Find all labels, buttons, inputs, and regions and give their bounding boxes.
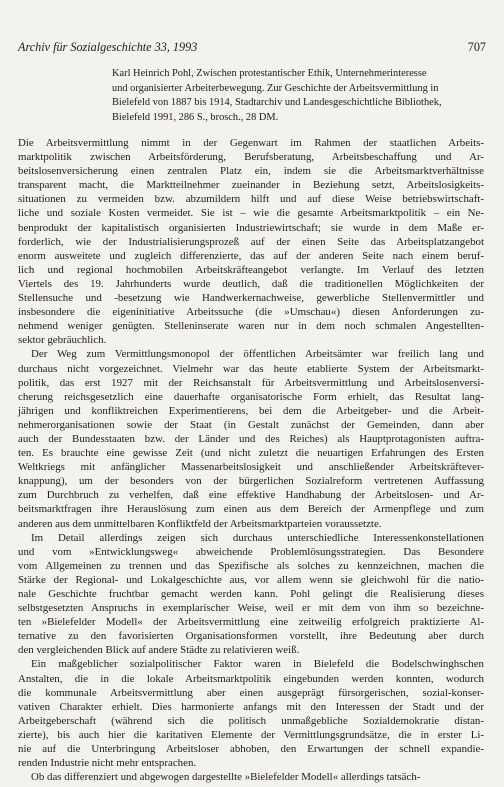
text-line: transparent macht, die Marktteilnehmer zueinander in Beziehung setzt, Arbeitslosigkeits- xyxy=(18,179,484,192)
text-line: Die Arbeitsvermittlung nimmt in der Gegenwart im Rahmen der staatlichen Arbeits- xyxy=(18,137,484,149)
paragraph xyxy=(18,531,484,658)
text-line: nale Geschichte fruchtbar gemacht werden kann. Pohl gelingt die Realisierung dieses xyxy=(18,588,484,600)
text-line: nehmend weniger genügten. Stelleninserate waren nur in dem noch schmalen Angestellten- xyxy=(18,320,484,333)
text-line: Im Detail allerdings zeigen sich durchaus unterschiedliche Interessenkonstellationen xyxy=(31,531,484,544)
running-title: Archiv für Sozialgeschichte 33, 1993 xyxy=(18,40,198,54)
text-line: nie auf die Unterbringung Arbeitsloser abhoben, den Erwartungen der schnell expandie- xyxy=(18,743,484,756)
review-bibliographic-reference xyxy=(112,67,484,125)
text-line: nehmerorganisationen sowie der Staat (in Gestalt zunächst der Gemeinden, dann aber xyxy=(18,418,484,431)
text-line: beitslosenversicherung einen zentralen Platz ein, indem sie die Arbeitsmarktverhältnisse xyxy=(18,165,484,178)
text-line: beitsmarktfragen ihre Herauslösung zum einen aus dem Bereich der Armenpflege und zum xyxy=(18,503,484,516)
text-line: politik, das erst 1927 mit der Reichsanstalt für Arbeitsvermittlung und Arbeitslosenversi- xyxy=(18,376,484,389)
text-line: cherung reichsgesetzlich eine dauerhafte organisatorische Form erhielt, das Resultat lang- xyxy=(18,390,484,403)
paragraph xyxy=(18,347,484,530)
text-line: durchaus nicht vorgezeichnet. Vielmehr war das heute etablierte System der Arbeitsmarkt- xyxy=(18,362,484,375)
text-line: und vom »Entwicklungsweg« abweichende Problemlösungsstrategien. Das Besondere xyxy=(18,545,484,558)
text-line: jährigen und konfliktreichen Experimentierens, bei dem die Arbeitgeber- und die Arbeit- xyxy=(18,404,484,417)
text-line: vativen Charakter erhielt. Dies harmonierte anfangs mit den Interessen der Stadt und der xyxy=(18,700,484,713)
text-line: ternative zu den favorisierten Organisationsformen vorstellt, ihre Bedeutung aber durch xyxy=(18,630,484,643)
text-line: liche und soziale Kosten vermeidet. Sie ist – wie die gesamte Arbeitsmarktpolitik – ein Ne- xyxy=(18,207,484,220)
text-line: die kommunale Arbeitsvermittlung aber einen ausgeprägt fürsorgerischen, sozial-konser- xyxy=(18,686,484,699)
text-line: situationen zu vermeiden bzw. abzumildern hilft und auf diese Weise betriebswirtschaft- xyxy=(18,193,484,206)
text-line: lich und regional hochmobilen Arbeitskräfteangebot verlangte. Im Verlauf des letzten xyxy=(18,263,484,276)
review-body xyxy=(18,136,484,784)
text-line: Stärke der Regional- und Lokalgeschichte aus, vor allem wenn sie gleichwohl für die natio- xyxy=(18,573,484,586)
paragraph xyxy=(18,770,484,784)
text-line: auch der Bundesstaaten bzw. der Länder und des Reiches) als Hauptprotagonisten auftra- xyxy=(18,432,484,445)
text-line: knappung), um der besonders von der bürgerlichen Sozialreform vertretenen Auffassung xyxy=(18,475,484,488)
text-line: Arbeitgeberschaft (während sich die politisch unmaßgebliche Sozialdemokratie distan- xyxy=(18,714,484,727)
text-line: Anstalten, die in die lokale Arbeitsmarktpolitik eingebunden werden konnten, wodurch xyxy=(18,672,484,685)
text-line: Stellensuche und -besetzung wie Handwerkernachweise, gewerbliche Stellenvermittler und xyxy=(18,292,484,305)
text-line: marktpolitik zwischen Arbeitsförderung, Berufsberatung, Arbeitsbeschaffung und Ar- xyxy=(18,151,484,164)
text-line: Viertels des 19. Jahrhunderts wurde deutlich, daß die traditionellen Möglichkeiten der xyxy=(18,277,484,290)
reference-line: Karl Heinrich Pohl, Zwischen protestantischer Ethik, Unternehmerinteresse xyxy=(112,68,427,79)
text-line: insbesondere die eigeninitiative Arbeitssuche (die »Umschau«) diesen Anforderungen zu- xyxy=(18,306,484,319)
text-line: forderlich, wie der Industrialisierungsprozeß auf der einen Seite das Arbeitsplatzangebot xyxy=(18,235,484,248)
paragraph xyxy=(18,657,484,770)
text-line: ten »Bielefelder Modell« der Arbeitsvermittlung eine zeitweilig erfolgreich praktizierte Al- xyxy=(18,616,484,629)
text-line: selbstgesetzten Anspruchs in exemplarischer Weise, weil er mit dem von ihm so bezeichne- xyxy=(18,602,484,615)
text-line: renden Industrie nicht mehr entsprachen. xyxy=(18,757,197,770)
text-line: Weltkriegs mit anfänglicher Massenarbeitslosigkeit und anschließender Arbeitskräftever- xyxy=(18,461,484,474)
paragraph xyxy=(18,136,484,347)
page-number: 707 xyxy=(467,40,486,54)
text-line: ten. Es brauchte eine gewisse Zeit (und nicht zuletzt die neuartigen Erfahrungen des Ersten xyxy=(18,447,484,460)
text-line: vom Allgemeinen zu trennen und das Spezifische als solches zu kennzeichnen, machen die xyxy=(18,559,484,572)
text-line: Ob das differenziert und abgewogen dargestellte »Bielefelder Modell« allerdings tatsäch- xyxy=(31,771,421,784)
text-line: sektor gebräuchlich. xyxy=(18,334,107,347)
reference-line: Bielefeld von 1887 bis 1914, Stadtarchiv und Landesgeschichtliche Bibliothek, xyxy=(112,97,442,109)
text-line: anderen aus dem unmittelbaren Konfliktfeld der Arbeitsmarktparteien voraussetzte. xyxy=(18,517,382,530)
text-line: enorm ausweitete und zugleich differenzierte, das auf der anderen Seite nach einem beruf- xyxy=(18,249,484,262)
reference-line: Bielefeld 1991, 286 S., brosch., 28 DM. xyxy=(112,111,279,123)
text-line: zum Durchbruch zu verhelfen, daß eine effektive Handhabung der Arbeitslosen- und Ar- xyxy=(18,489,484,502)
text-line: benprodukt der kapitalistisch organisierten Industriewirtschaft; sie wurde in dem Maße er- xyxy=(18,221,484,234)
text-line: den vergleichenden Blick auf andere Städte zu relativieren weiß. xyxy=(18,644,300,657)
text-line: zierte), bis auch hier die karitativen Elemente der Vermittlungsgrundsätze, die in erster Li- xyxy=(18,728,484,741)
text-line: Der Weg zum Vermittlungsmonopol der öffentlichen Arbeitsämter war freilich lang und xyxy=(31,348,484,361)
text-line: Ein maßgeblicher sozialpolitischer Faktor waren in Bielefeld die Bodelschwinghschen xyxy=(31,658,484,671)
reference-line: und organisierter Arbeiterbewegung. Zur Geschichte der Arbeitsvermittlung in xyxy=(112,82,439,94)
running-head xyxy=(18,39,486,55)
